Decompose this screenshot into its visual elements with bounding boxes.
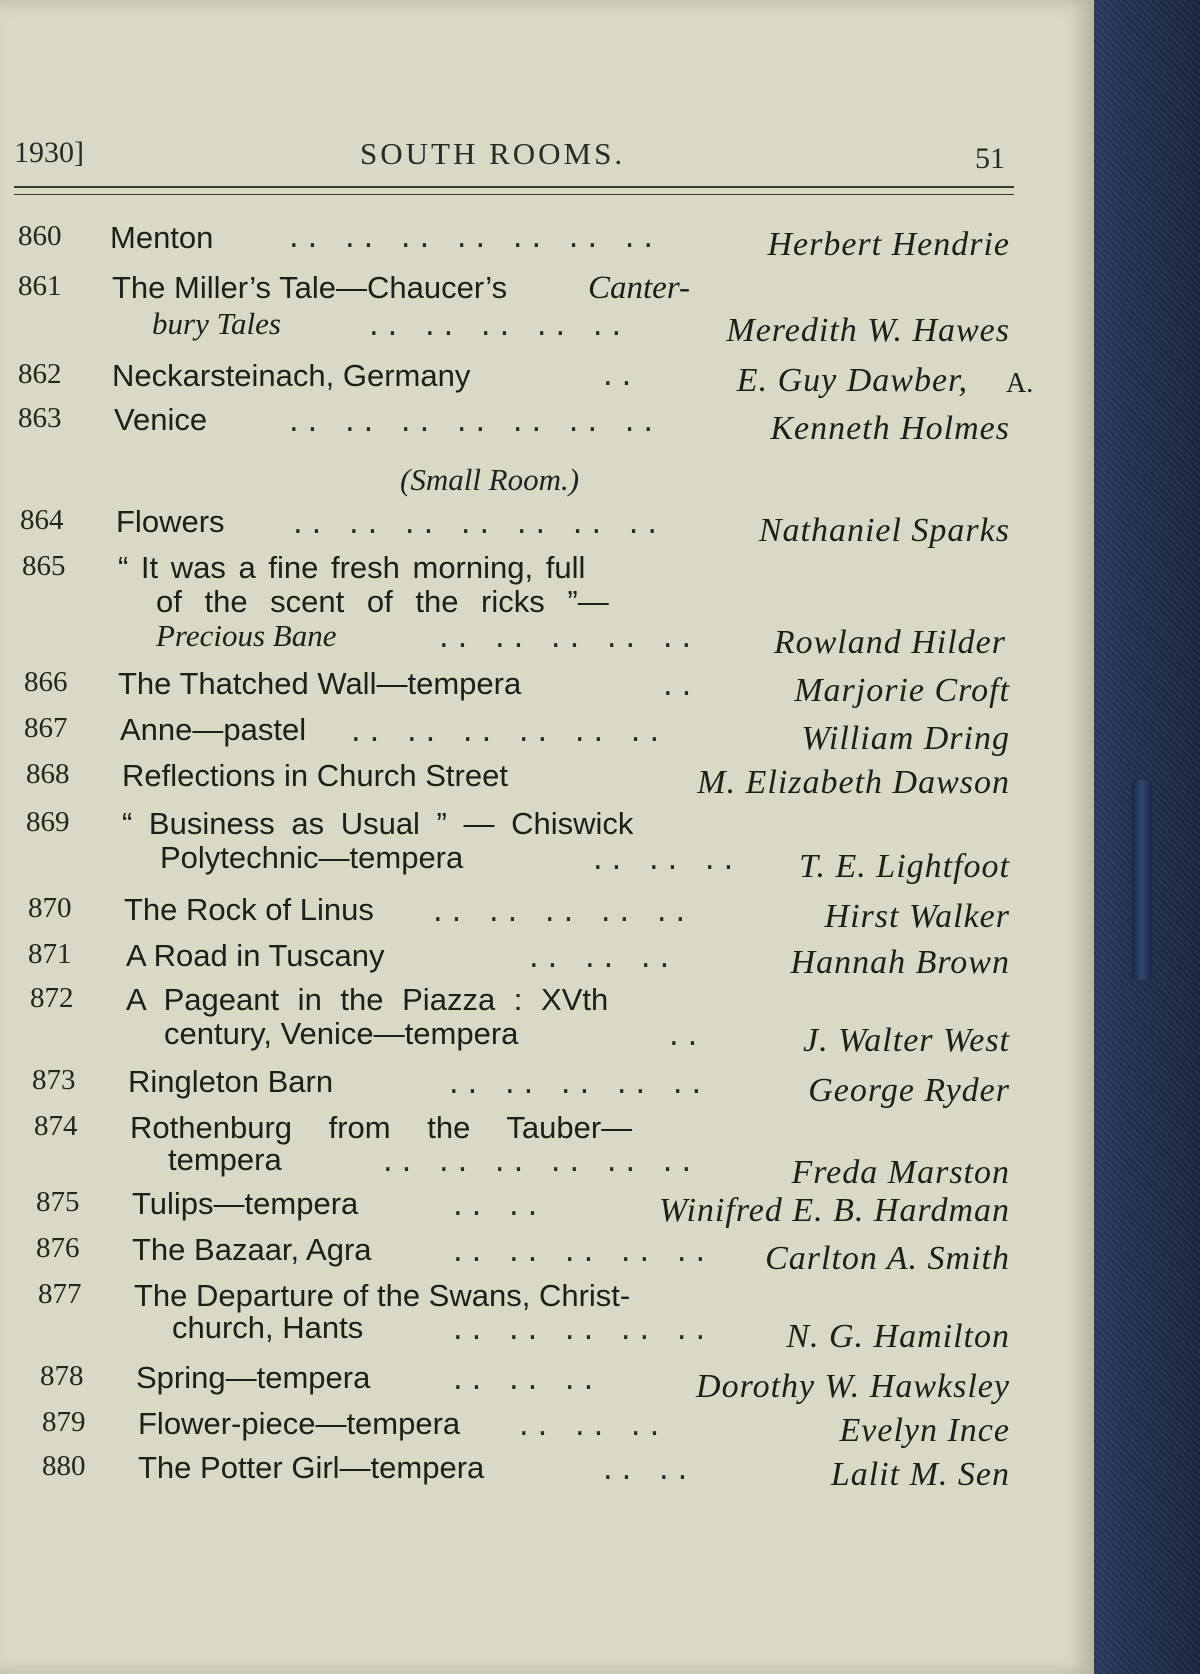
dot-leader: .. <box>660 672 698 702</box>
header-year: 1930] <box>14 136 84 169</box>
entry-number: 878 <box>40 1360 84 1392</box>
entry-title: Spring—tempera <box>136 1360 371 1395</box>
dot-leader: .. .. .. .. .. <box>446 1070 708 1100</box>
entry-number: 877 <box>38 1278 82 1310</box>
entry-artist: Meredith W. Hawes <box>726 312 1010 349</box>
entry-artist: William Dring <box>801 720 1010 757</box>
entry-number: 870 <box>28 892 72 924</box>
dot-leader: .. .. <box>450 1192 544 1222</box>
entry-title-italic: Precious Bane <box>156 618 337 653</box>
header-rule-thin <box>14 186 1014 188</box>
entry-number: 871 <box>28 938 72 970</box>
dot-leader: .. .. .. .. .. <box>430 898 692 928</box>
entry-title: Menton <box>110 220 214 255</box>
entry-title: The Miller’s Tale—Chaucer’s <box>112 270 508 305</box>
dot-leader: .. .. .. .. .. .. .. <box>286 224 660 254</box>
entry-number: 862 <box>18 358 62 390</box>
dot-leader: .. .. .. .. .. .. <box>380 1148 698 1178</box>
dot-leader: .. .. .. <box>590 846 740 876</box>
entry-number: 864 <box>20 504 64 536</box>
dot-leader: .. .. .. <box>516 1412 666 1442</box>
entry-artist: Nathaniel Sparks <box>758 512 1010 549</box>
entry-artist: Herbert Hendrie <box>767 226 1010 263</box>
entry-artist: Marjorie Croft <box>794 672 1010 709</box>
entry-title: Ringleton Barn <box>128 1064 334 1099</box>
entry-artist: Evelyn Ince <box>839 1412 1010 1449</box>
entry-title: The Thatched Wall—tempera <box>118 666 522 701</box>
entry-artist: Hirst Walker <box>824 898 1010 935</box>
entry-number: 860 <box>18 220 62 252</box>
dot-leader: .. .. .. .. .. <box>436 624 698 654</box>
header-rule-double <box>14 194 1014 195</box>
entry-title-continued: tempera <box>168 1142 282 1177</box>
dot-leader: .. .. .. .. .. .. <box>348 718 666 748</box>
entry-artist: Hannah Brown <box>790 944 1010 981</box>
dot-leader: .. .. <box>600 1456 694 1486</box>
entry-title: The Bazaar, Agra <box>132 1232 372 1267</box>
entry-artist: Kenneth Holmes <box>770 410 1010 447</box>
dot-leader: .. .. .. .. .. .. .. <box>286 408 660 438</box>
dot-leader: .. .. .. .. .. <box>450 1238 712 1268</box>
entry-artist: Rowland Hilder <box>773 624 1006 661</box>
entry-number: 875 <box>36 1186 80 1218</box>
entry-artist: T. E. Lightfoot <box>799 848 1010 885</box>
entry-title: The Potter Girl—tempera <box>138 1450 485 1485</box>
dot-leader: .. .. .. .. .. <box>450 1316 712 1346</box>
dot-leader: .. .. .. .. .. .. .. <box>290 510 664 540</box>
entry-number: 861 <box>18 270 62 302</box>
entry-title: Rothenburg from the Tauber— <box>130 1110 633 1145</box>
entry-title: “ Business as Usual ” — Chiswick <box>122 806 634 841</box>
entry-number: 865 <box>22 550 66 582</box>
running-header <box>0 130 1020 190</box>
entry-number: 876 <box>36 1232 80 1264</box>
entry-title: Flower-piece—tempera <box>138 1406 461 1441</box>
entry-title: The Rock of Linus <box>124 892 374 927</box>
entry-title: A Road in Tuscany <box>126 938 385 973</box>
entry-artist: Dorothy W. Hawksley <box>696 1368 1010 1405</box>
entry-artist: J. Walter West <box>803 1022 1010 1059</box>
entry-title: Venice <box>114 402 208 437</box>
entry-number: 873 <box>32 1064 76 1096</box>
entry-artist: N. G. Hamilton <box>786 1318 1010 1355</box>
entry-title-continued: of the scent of the ricks ”— <box>156 584 609 619</box>
entry-artist: Freda Marston <box>791 1154 1010 1191</box>
associate-suffix: A. <box>1006 368 1034 399</box>
entry-title: The Departure of the Swans, Christ- <box>134 1278 631 1313</box>
entry-artist: Winifred E. B. Hardman <box>659 1192 1010 1229</box>
entry-artist: Carlton A. Smith <box>765 1240 1010 1277</box>
entry-number: 879 <box>42 1406 86 1438</box>
entry-title-italic: Canter- <box>588 270 690 306</box>
entry-title: Flowers <box>116 504 225 539</box>
dot-leader: .. <box>600 362 638 392</box>
entry-number: 869 <box>26 806 70 838</box>
dot-leader: .. .. .. <box>526 944 676 974</box>
entry-artist: George Ryder <box>808 1072 1010 1109</box>
entry-title: Neckarsteinach, Germany <box>112 358 471 393</box>
entry-artist: Lalit M. Sen <box>830 1456 1010 1493</box>
entry-number: 868 <box>26 758 70 790</box>
entry-title: Anne—pastel <box>120 712 307 747</box>
entry-number: 866 <box>24 666 68 698</box>
entry-number: 880 <box>42 1450 86 1482</box>
subheading-small-room: (Small Room.) <box>400 462 580 497</box>
entry-number: 874 <box>34 1110 78 1142</box>
dot-leader: .. .. .. .. .. <box>366 312 628 342</box>
section-title: SOUTH ROOMS. <box>360 136 626 171</box>
bookmark-ribbon <box>1132 780 1152 980</box>
entry-title-continued: century, Venice—tempera <box>164 1016 519 1051</box>
entry-number: 867 <box>24 712 68 744</box>
entry-title-continued: bury Tales <box>152 306 281 341</box>
entry-title: Tulips—tempera <box>132 1186 359 1221</box>
dot-leader: .. <box>666 1022 704 1052</box>
entry-artist: M. Elizabeth Dawson <box>697 764 1010 801</box>
entry-artist: E. Guy Dawber, <box>736 362 968 399</box>
entry-number: 872 <box>30 982 74 1014</box>
entry-title-continued: church, Hants <box>172 1310 364 1345</box>
dot-leader: .. .. .. <box>450 1366 600 1396</box>
entry-number: 863 <box>18 402 62 434</box>
entry-title: “ It was a fine fresh morning, full <box>118 550 586 585</box>
page-number: 51 <box>975 142 1005 175</box>
entry-title-continued: Polytechnic—tempera <box>160 840 464 875</box>
entry-title: A Pageant in the Piazza : XVth <box>126 982 609 1017</box>
entry-title: Reflections in Church Street <box>122 758 508 793</box>
